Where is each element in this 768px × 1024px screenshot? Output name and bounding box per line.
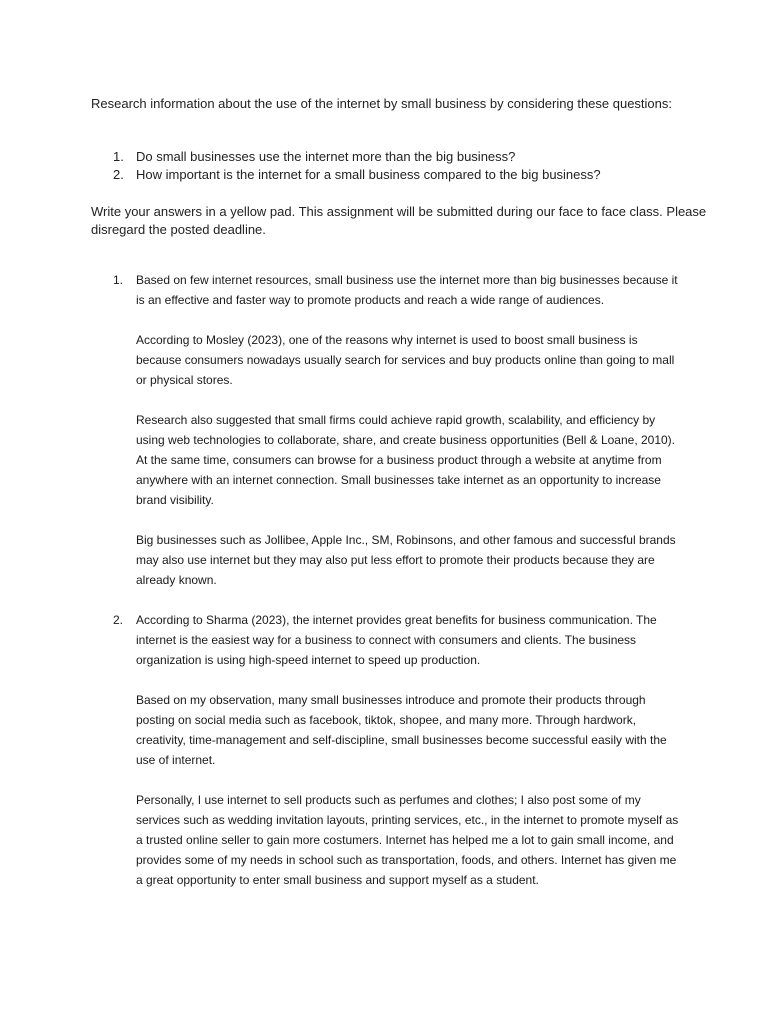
answer-paragraph: According to Sharma (2023), the internet provides great benefits for business communication. The internet is the easiest way for a business to connect with consumers and clients. The business organization is using high-speed internet to speed up production.: [136, 613, 657, 667]
answer-paragraph: Big businesses such as Jollibee, Apple Inc., SM, Robinsons, and other famous and successful brands may also use internet but they may also put less effort to promote their products because they are already known.: [136, 533, 676, 587]
question-text: How important is the internet for a small business compared to the big business?: [136, 167, 601, 182]
question-item: [91, 166, 711, 184]
instruction-text: Write your answers in a yellow pad. This assignment will be submitted during our face to face class. Please disregard the posted deadline.: [91, 204, 707, 237]
answer-paragraph: Based on few internet resources, small business use the internet more than big businesses because it is an effective and faster way to promote products and reach a wide range of audiences.: [136, 273, 678, 307]
question-number: 2.: [113, 167, 124, 182]
answer-paragraph: Research also suggested that small firms could achieve rapid growth, scalability, and efficiency by using web technologies to collaborate, share, and create business opportunities (Bell & Loane, 2010). At the same time, consumers can browse for a business product through a website at anytime from anywhere with an internet connection. Small businesses take internet as an opportunity to increase brand visibility.: [136, 413, 676, 507]
answer-paragraph: Based on my observation, many small businesses introduce and promote their products through posting on social media such as facebook, tiktok, shopee, and many more. Through hardwork, creativity, time-management and self-discipline, small businesses become successful easily with the use of internet.: [136, 693, 667, 767]
question-item: [91, 148, 711, 166]
intro-text: Research information about the use of the internet by small business by considering these questions:: [91, 96, 673, 111]
answer-paragraph: According to Mosley (2023), one of the reasons why internet is used to boost small business is because consumers nowadays usually search for services and buy products online than going to mall or physical stores.: [136, 333, 675, 387]
answer-paragraph: Personally, I use internet to sell products such as perfumes and clothes; I also post some of my services such as wedding invitation layouts, printing services, etc., in the internet to promote myself as a trusted online seller to gain more costumers. Internet has helped me a lot to gain small income, and provides some of my needs in school such as transportation, foods, and others. Internet has given me a great opportunity to enter small business and support myself as a student.: [136, 793, 679, 887]
questions-list: [91, 148, 711, 184]
answer-number: 1.: [113, 273, 124, 287]
question-text: Do small businesses use the internet more than the big business?: [136, 149, 516, 164]
question-number: 1.: [113, 149, 124, 164]
answers-list: [91, 270, 681, 910]
answer-item: [91, 270, 681, 590]
answer-item: [91, 610, 681, 890]
answer-number: 2.: [113, 613, 124, 627]
